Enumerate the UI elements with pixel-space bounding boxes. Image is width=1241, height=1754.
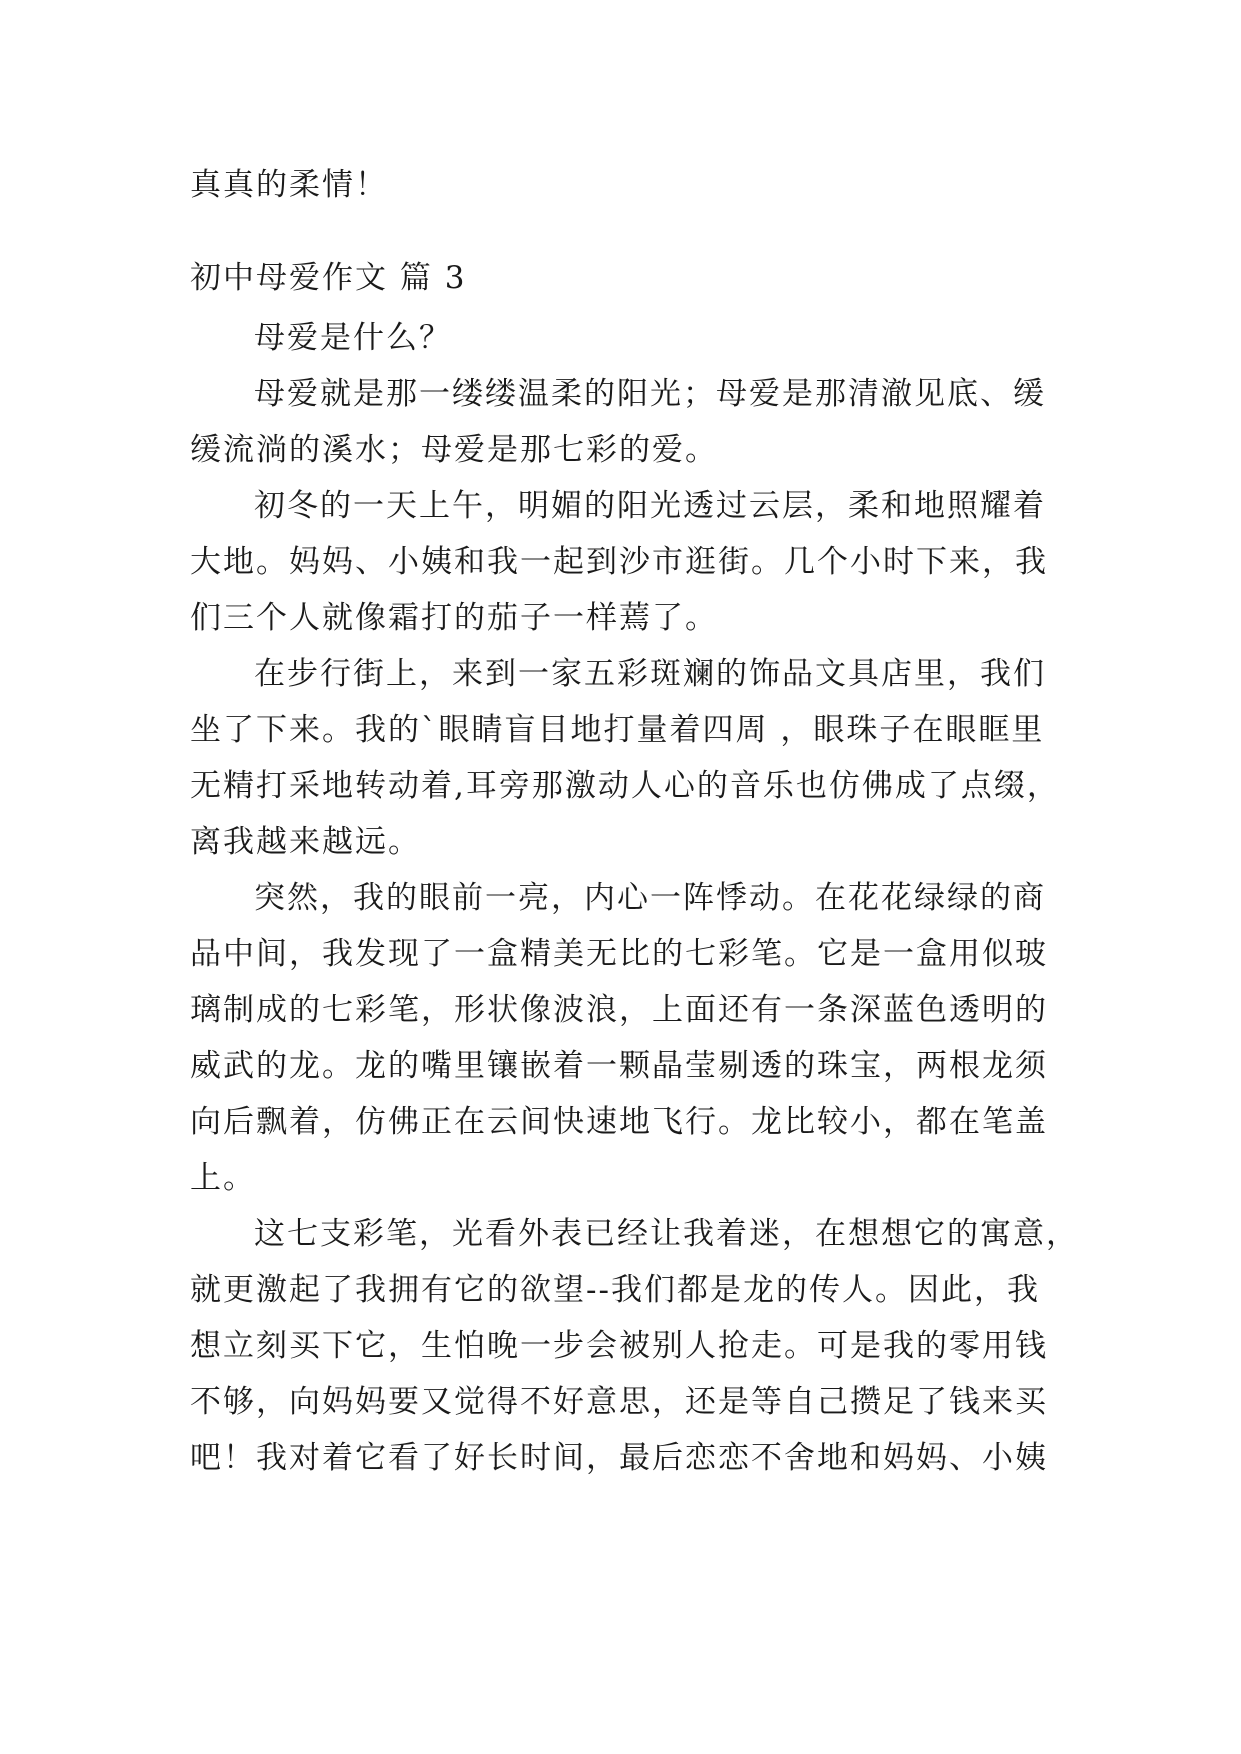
paragraph-line: 品中间，我发现了一盒精美无比的七彩笔。它是一盒用似玻 [190,936,1048,972]
paragraph-line: 在步行街上，来到一家五彩斑斓的饰品文具店里，我们 [254,656,1046,692]
section-title [190,250,1050,306]
paragraph-line: 初冬的一天上午，明媚的阳光透过云层，柔和地照耀着 [254,488,1046,524]
paragraph [190,478,1050,646]
paragraph [190,1206,1079,1486]
paragraph-line: 突然，我的眼前一亮，内心一阵悸动。在花花绿绿的商 [254,880,1046,916]
closing-line [190,157,1050,213]
paragraph-line: 上。 [190,1160,256,1196]
paragraph [190,646,1060,870]
paragraph-line: 无精打采地转动着,耳旁那激动人心的音乐也仿佛成了点缀， [190,768,1060,804]
section-title-text: 初中母爱作文 篇 3 [190,260,467,296]
paragraph-line: 吧！我对着它看了好长时间，最后恋恋不舍地和妈妈、小姨 [190,1440,1048,1476]
paragraph-line: 想立刻买下它，生怕晚一步会被别人抢走。可是我的零用钱 [190,1328,1048,1364]
paragraph-line: 缓流淌的溪水；母爱是那七彩的爱。 [190,432,718,468]
paragraph [190,366,1050,478]
paragraph [190,310,1050,366]
paragraph-line: 璃制成的七彩笔，形状像波浪，上面还有一条深蓝色透明的 [190,992,1048,1028]
paragraph-line: 母爱就是那一缕缕温柔的阳光；母爱是那清澈见底、缓 [254,376,1046,412]
paragraph [190,870,1050,1206]
paragraph-line: 离我越来越远。 [190,824,421,860]
paragraph-line: 母爱是什么？ [254,320,452,356]
paragraph-line: 向后飘着，仿佛正在云间快速地飞行。龙比较小，都在笔盖 [190,1104,1048,1140]
paragraph-line: 们三个人就像霜打的茄子一样蔫了。 [190,600,718,636]
paragraph-line: 坐了下来。我的`眼睛盲目地打量着四周 ，眼珠子在眼眶里 [190,712,1045,748]
paragraph-line: 威武的龙。龙的嘴里镶嵌着一颗晶莹剔透的珠宝，两根龙须 [190,1048,1048,1084]
paragraph-line: 这七支彩笔，光看外表已经让我着迷，在想想它的寓意， [254,1216,1079,1252]
paragraph-line: 大地。妈妈、小姨和我一起到沙市逛街。几个小时下来，我 [190,544,1048,580]
paragraph-line: 不够，向妈妈要又觉得不好意思，还是等自己攒足了钱来买 [190,1384,1048,1420]
paragraph-line: 就更激起了我拥有它的欲望--我们都是龙的传人。因此，我 [190,1272,1040,1308]
closing-line-text: 真真的柔情！ [190,167,388,203]
essay-body [190,310,1079,1486]
